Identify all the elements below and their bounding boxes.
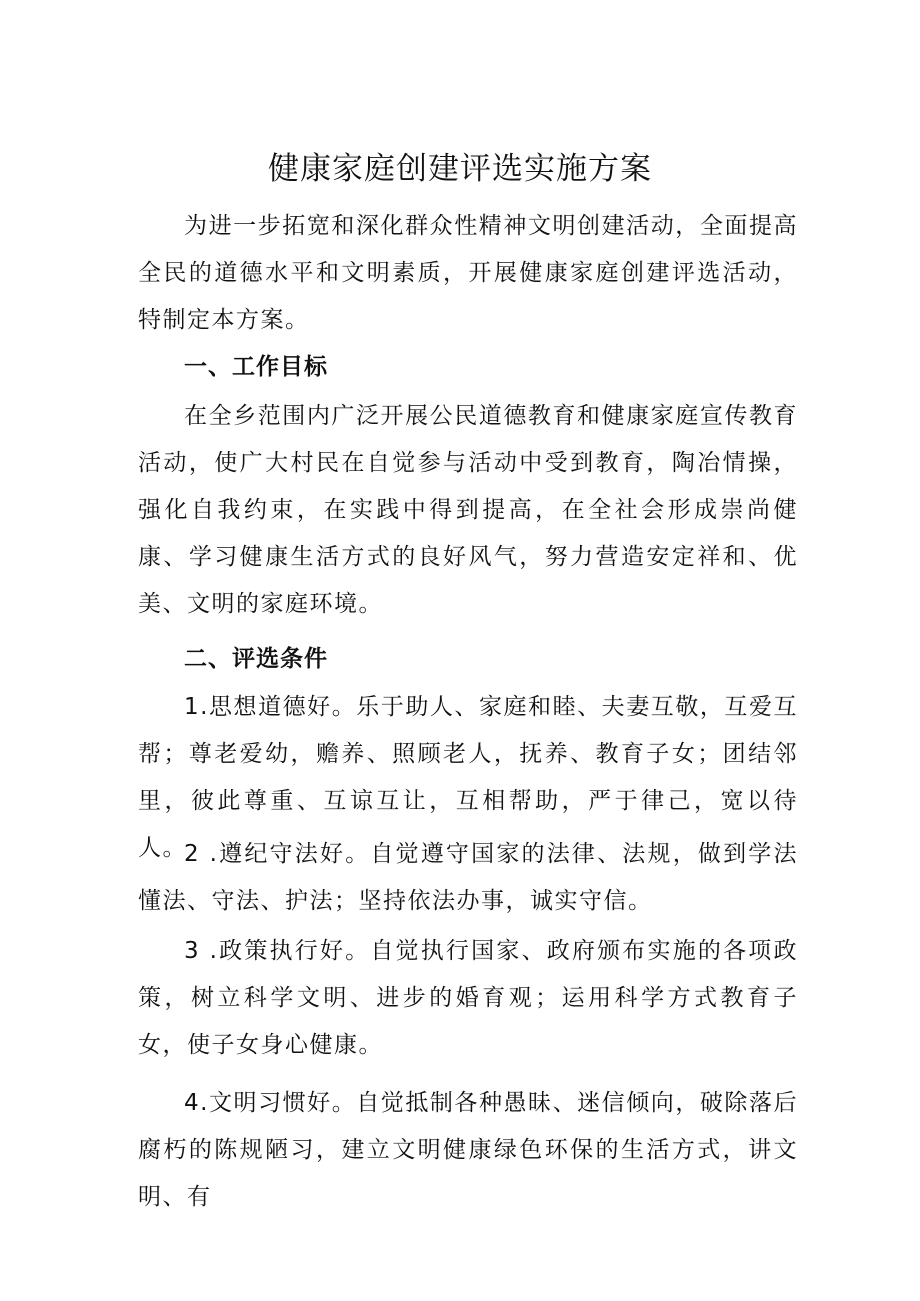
document-title: 健康家庭创建评选实施方案 (268, 150, 652, 187)
intro-paragraph: 为进一步拓宽和深化群众性精神文明创建活动，全面提高全民的道德水平和文明素质，开展健康家庭创建评选活动，特制定本方案。 (138, 213, 798, 333)
work-goal-paragraph: 在全乡范围内广泛开展公民道德教育和健康家庭宣传教育活动，使广大村民在自觉参与活动中受到教育，陶冶情操，强化自我约束，在实践中得到提高，在全社会形成崇尚健康、学习健康生活方式的良好风气，努力营造安定祥和、优美、文明的家庭环境。 (138, 403, 798, 617)
criteria-item-2: 2 .遵纪守法好。自觉遵守国家的法律、法规，做到学法懂法、守法、护法；坚持依法办事，诚实守信。 (138, 841, 798, 914)
criteria-item-1: 1.思想道德好。乐于助人、家庭和睦、夫妻互敬，互爱互帮；尊老爱幼，赡养、照顾老人，抚养、教育子女；团结邻里，彼此尊重、互谅互让，互相帮助，严于律己，宽以待人。 (138, 694, 798, 861)
criteria-item-4: 4.文明习惯好。自觉抵制各种愚昧、迷信倾向，破除落后腐朽的陈规陋习，建立文明健康绿色环保的生活方式，讲文明、有 (138, 1090, 798, 1210)
section-heading-work-goal: 一、工作目标 (184, 354, 328, 380)
criteria-item-3: 3 .政策执行好。自觉执行国家、政府颁布实施的各项政策，树立科学文明、进步的婚育观；运用科学方式教育子女，使子女身心健康。 (138, 938, 798, 1058)
section-heading-selection-criteria: 二、评选条件 (184, 646, 328, 672)
